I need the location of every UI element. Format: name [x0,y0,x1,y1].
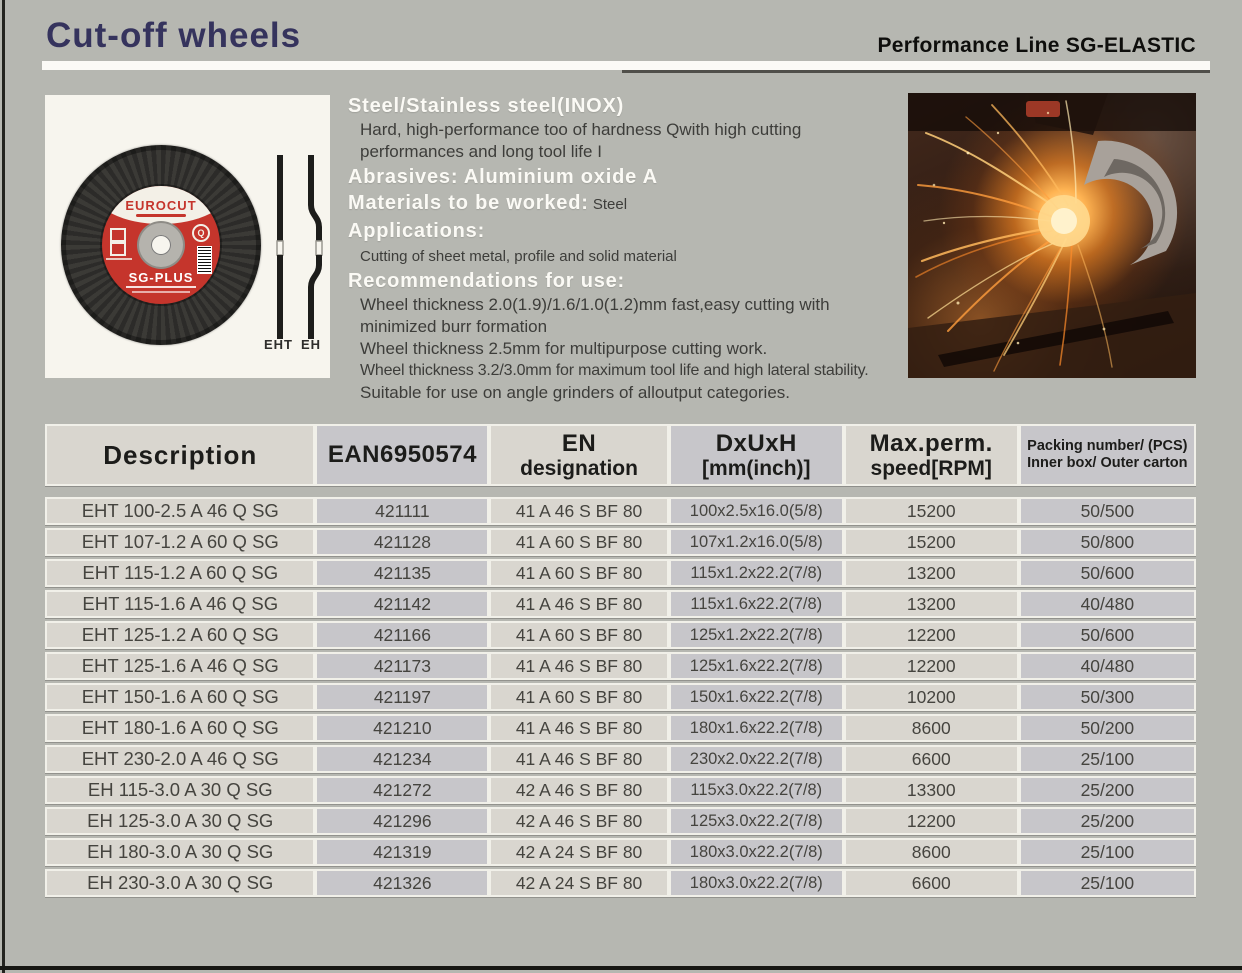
table-cell: EHT 125-1.6 A 46 Q SG [45,652,315,680]
table-cell: 12200 [844,621,1019,649]
table-cell: 12200 [844,652,1019,680]
table-cell: 15200 [844,528,1019,556]
table-row [45,683,1196,711]
info-line: Recommendations for use: [348,270,626,292]
table-cell: 13300 [844,776,1019,804]
table-cell: 12200 [844,807,1019,835]
product-info [348,92,908,404]
table-cell: 421326 [315,869,489,897]
column-header-line: Inner box/ Outer carton [1027,455,1188,471]
profile-drawing [267,153,337,353]
spec-table-body [45,497,1196,897]
table-cell: 50/600 [1019,559,1196,587]
table-cell: 180x3.0x22.2(7/8) [669,838,844,866]
table-cell: 115x3.0x22.2(7/8) [669,776,844,804]
table-cell: 180x1.6x22.2(7/8) [669,714,844,742]
table-cell: 8600 [844,714,1019,742]
column-header [669,424,844,486]
table-cell: 42 A 46 S BF 80 [489,776,669,804]
table-cell: 41 A 46 S BF 80 [489,590,669,618]
table-cell: 25/100 [1019,869,1196,897]
table-cell: 41 A 46 S BF 80 [489,652,669,680]
column-header [844,424,1019,486]
table-cell: 42 A 24 S BF 80 [489,869,669,897]
info-line: Abrasives: Aluminium oxide A [348,166,658,188]
table-cell: 421234 [315,745,489,773]
column-header [1019,424,1196,486]
spec-table [45,424,1196,900]
product-image-panel [45,95,330,378]
table-cell: EHT 115-1.6 A 46 Q SG [45,590,315,618]
wheel-hub [139,223,183,267]
sparks-illustration [908,93,1196,378]
table-cell: 42 A 24 S BF 80 [489,838,669,866]
table-cell: 421173 [315,652,489,680]
table-cell: 25/100 [1019,745,1196,773]
column-header-line: Packing number/ (PCS) [1027,438,1188,454]
table-row [45,497,1196,525]
table-cell: 6600 [844,869,1019,897]
table-cell: EHT 230-2.0 A 46 Q SG [45,745,315,773]
table-row [45,776,1196,804]
table-cell: 180x3.0x22.2(7/8) [669,869,844,897]
wheel-profile-diagrams [267,153,337,353]
page-bottom-edge [0,966,1242,970]
table-cell: EHT 115-1.2 A 60 Q SG [45,559,315,587]
info-suffix: Steel [588,196,628,213]
column-header [315,424,489,486]
table-cell: 421128 [315,528,489,556]
info-line: Suitable for use on angle grinders of alloutput categories. [360,383,790,402]
cert-mark-icon [110,242,126,256]
label-fineprint [126,286,196,288]
table-cell: 50/800 [1019,528,1196,556]
info-line: Materials to be worked: Steel [348,192,628,214]
table-cell: 115x1.2x22.2(7/8) [669,559,844,587]
page-left-edge [2,0,5,973]
table-cell: 125x1.2x22.2(7/8) [669,621,844,649]
table-cell: 41 A 60 S BF 80 [489,621,669,649]
table-cell: 421197 [315,683,489,711]
table-cell: 150x1.6x22.2(7/8) [669,683,844,711]
brand-swoosh [136,214,186,217]
table-cell: 421166 [315,621,489,649]
table-cell: 13200 [844,590,1019,618]
table-cell: 421319 [315,838,489,866]
column-header-line: designation [520,456,638,480]
table-cell: EHT 180-1.6 A 60 Q SG [45,714,315,742]
table-cell: 41 A 60 S BF 80 [489,528,669,556]
info-line: Cutting of sheet metal, profile and solid material [360,248,677,265]
table-row [45,652,1196,680]
table-cell: 421142 [315,590,489,618]
table-row [45,528,1196,556]
header-rule-dark [622,70,1210,73]
column-header-line: DxUxH [715,429,797,457]
table-row [45,590,1196,618]
table-cell: 41 A 60 S BF 80 [489,683,669,711]
column-header-line: EN [561,429,597,457]
column-header [45,424,315,486]
table-cell: EH 115-3.0 A 30 Q SG [45,776,315,804]
column-header-line: speed[RPM] [870,456,992,480]
table-cell: 25/100 [1019,838,1196,866]
info-line: performances and long tool life I [360,142,602,161]
page-subtitle: Performance Line SG-ELASTIC [877,34,1196,57]
table-cell: 115x1.6x22.2(7/8) [669,590,844,618]
table-cell: 421111 [315,497,489,525]
table-row [45,745,1196,773]
table-cell: 15200 [844,497,1019,525]
series-label: SG-PLUS [128,270,194,285]
info-line: Wheel thickness 3.2/3.0mm for maximum tool life and high lateral stability. [360,362,869,379]
table-cell: EH 125-3.0 A 30 Q SG [45,807,315,835]
column-header-line: [mm(inch)] [702,456,811,480]
info-line: Wheel thickness 2.5mm for multipurpose cutting work. [360,339,768,358]
table-row [45,621,1196,649]
column-header [489,424,669,486]
spec-table-header [45,424,1196,486]
table-row [45,807,1196,835]
profile-label-eh: EH [301,337,322,352]
table-cell: 421272 [315,776,489,804]
cert-mark-icon [110,228,126,242]
wheel-label [102,186,220,304]
arbor-hole [151,235,171,255]
label-fineprint [132,291,190,293]
table-cell: 107x1.2x16.0(5/8) [669,528,844,556]
table-cell: 25/200 [1019,776,1196,804]
table-cell: 125x3.0x22.2(7/8) [669,807,844,835]
table-cell: 41 A 46 S BF 80 [489,497,669,525]
info-line: Applications: [348,220,486,242]
table-cell: EHT 150-1.6 A 60 Q SG [45,683,315,711]
brand-logo: EUROCUT [125,198,197,213]
table-cell: 100x2.5x16.0(5/8) [669,497,844,525]
table-row [45,559,1196,587]
table-cell: 40/480 [1019,590,1196,618]
table-cell: 8600 [844,838,1019,866]
info-line: Hard, high-performance too of hardness Qwith high cutting [360,120,802,139]
table-cell: EHT 107-1.2 A 60 Q SG [45,528,315,556]
page-title: Cut-off wheels [46,16,302,55]
table-cell: EHT 125-1.2 A 60 Q SG [45,621,315,649]
table-cell: 125x1.6x22.2(7/8) [669,652,844,680]
table-cell: 41 A 46 S BF 80 [489,745,669,773]
label-divider [106,258,132,260]
table-cell: 421210 [315,714,489,742]
column-header-line: Max.perm. [869,429,993,457]
table-row [45,869,1196,897]
table-cell: 41 A 46 S BF 80 [489,714,669,742]
table-cell: 6600 [844,745,1019,773]
table-cell: EH 180-3.0 A 30 Q SG [45,838,315,866]
application-photo [908,93,1196,378]
table-cell: 10200 [844,683,1019,711]
table-cell: 42 A 46 S BF 80 [489,807,669,835]
table-cell: 40/480 [1019,652,1196,680]
column-header-line: Description [103,440,258,470]
table-cell: 50/200 [1019,714,1196,742]
table-cell: 50/500 [1019,497,1196,525]
table-cell: 421135 [315,559,489,587]
table-cell: EHT 100-2.5 A 46 Q SG [45,497,315,525]
column-header-line: EAN6950574 [327,441,477,468]
info-line: Steel/Stainless steel(INOX) [348,95,625,117]
info-line: Wheel thickness 2.0(1.9)/1.6/1.0(1.2)mm fast,easy cutting with [360,295,830,314]
info-line: minimized burr formation [360,317,548,336]
table-cell: 50/600 [1019,621,1196,649]
table-row [45,714,1196,742]
header-rule-white [42,61,1210,70]
table-cell: EH 230-3.0 A 30 Q SG [45,869,315,897]
table-cell: 41 A 60 S BF 80 [489,559,669,587]
cutoff-wheel-image [61,145,261,345]
quality-mark-icon: Q [192,224,210,242]
table-cell: 230x2.0x22.2(7/8) [669,745,844,773]
table-cell: 421296 [315,807,489,835]
table-cell: 25/200 [1019,807,1196,835]
table-cell: 50/300 [1019,683,1196,711]
table-cell: 13200 [844,559,1019,587]
profile-label-eht: EHT [264,337,293,352]
table-row [45,838,1196,866]
